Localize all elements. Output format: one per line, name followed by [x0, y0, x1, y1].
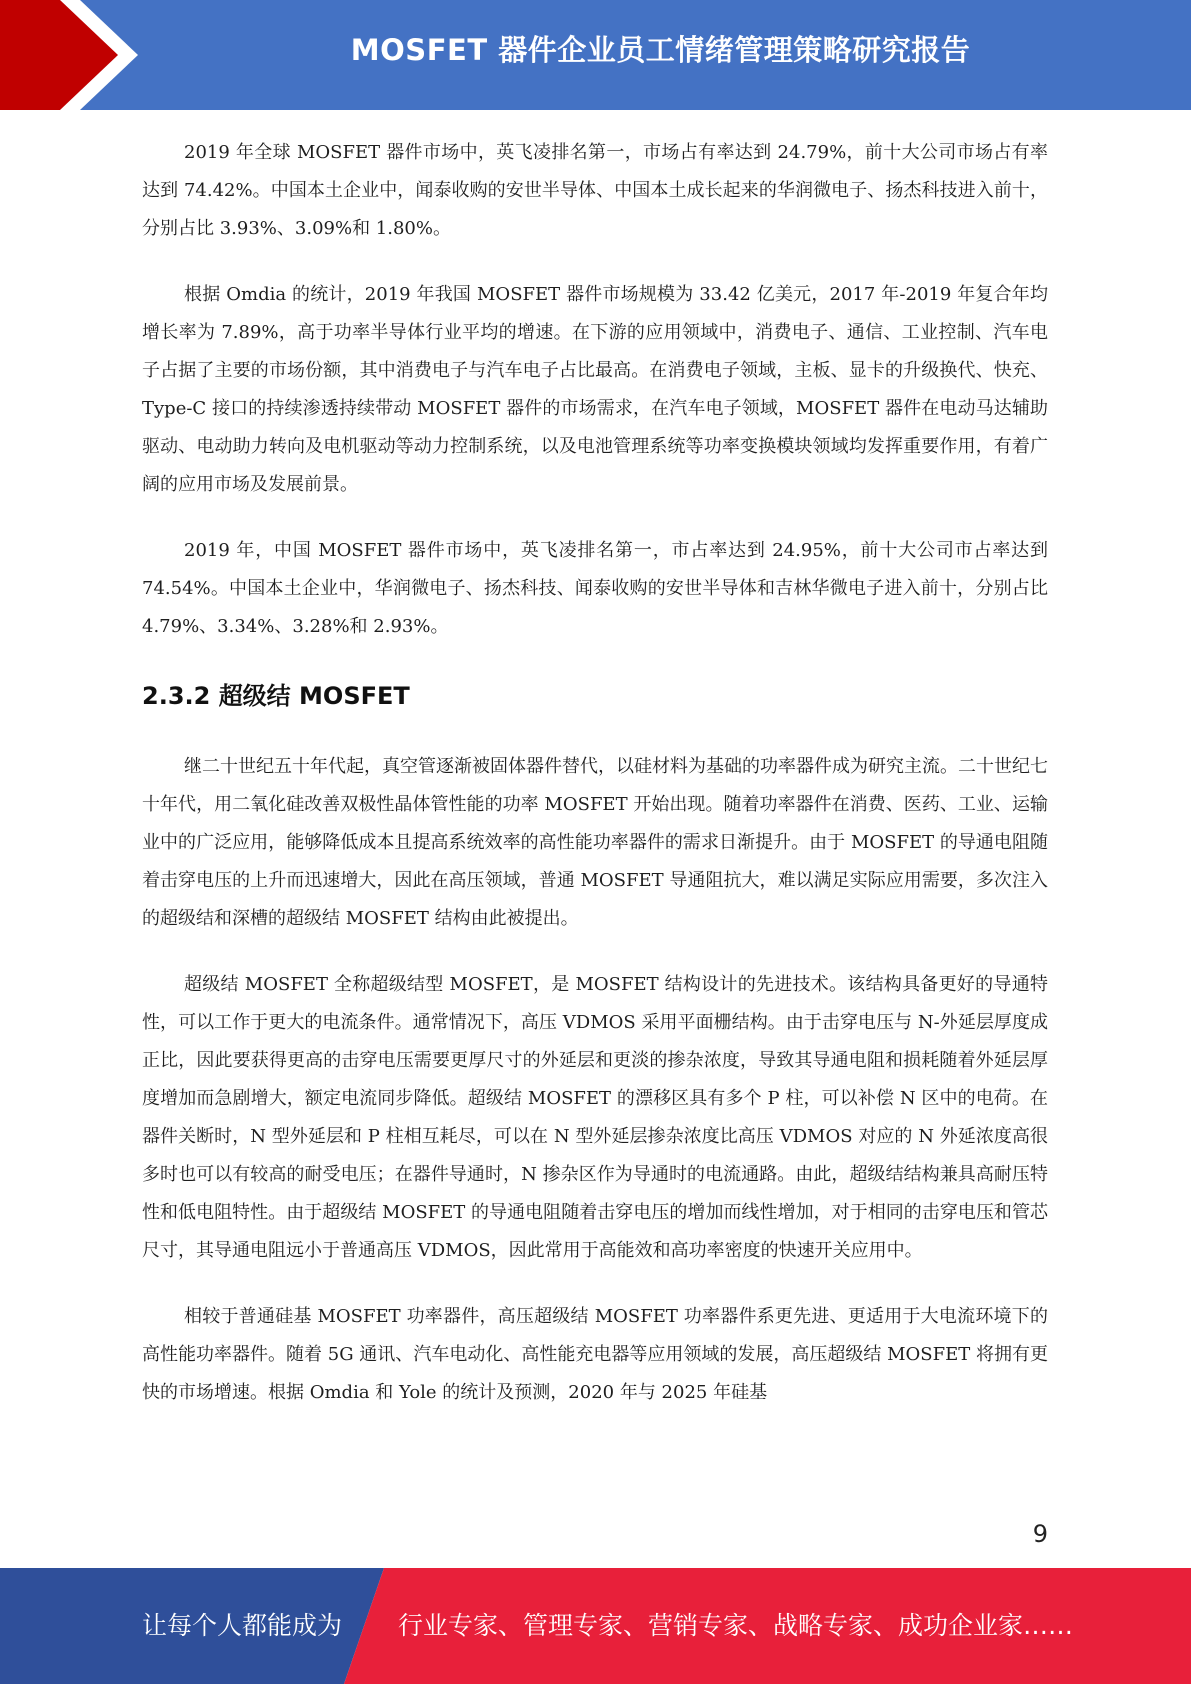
- paragraph-market-outlook: 相较于普通硅基 MOSFET 功率器件，高压超级结 MOSFET 功率器件系更先进、更适用于大电流环境下的高性能功率器件。随着 5G 通讯、汽车电动化、高性能充电器等应用领域的发展，高压超级结 MOSFET 将拥有更快的市场增速。根据 Omdia 和 Yole 的统计及预测，2020 年与 2025 年硅基: [142, 1306, 1048, 1403]
- footer-slogan-left: 让每个人都能成为: [142, 1611, 343, 1640]
- paragraph-china-market-size: 根据 Omdia 的统计，2019 年我国 MOSFET 器件市场规模为 33.42 亿美元，2017 年-2019 年复合年均增长率为 7.89%，高于功率半导体行业平均的增速。在下游的应用领域中，消费电子、通信、工业控制、汽车电子占据了主要的市场份额，其中消费电子与汽车电子占比最高。在消费电子领域，主板、显卡的升级换代、快充、Type-C 接口的持续渗透持续带动 MOSFET 器件的市场需求，在汽车电子领域，MOSFET 器件在电动马达辅助驱动、电动助力转向及电机驱动等动力控制系统，以及电池管理系统等功率变换模块领域均发挥重要作用，有着广阔的应用市场及发展前景。: [142, 284, 1048, 495]
- paragraph-superjunction-tech: 超级结 MOSFET 全称超级结型 MOSFET，是 MOSFET 结构设计的先进技术。该结构具备更好的导通特性，可以工作于更大的电流条件。通常情况下，高压 VDMOS 采用平面栅结构。由于击穿电压与 N-外延层厚度成正比，因此要获得更高的击穿电压需要更厚尺寸的外延层和更淡的掺杂浓度，导致其导通电阻和损耗随着外延层厚度增加而急剧增大，额定电流同步降低。超级结 MOSFET 的漂移区具有多个 P 柱，可以补偿 N 区中的电荷。在器件关断时，N 型外延层和 P 柱相互耗尽，可以在 N 型外延层掺杂浓度比高压 VDMOS 对应的 N 外延浓度高很多时也可以有较高的耐受电压；在器件导通时，N 掺杂区作为导通时的电流通路。由此，超级结结构兼具高耐压特性和低电阻特性。由于超级结 MOSFET 的导通电阻随着击穿电压的增加而线性增加，对于相同的击穿电压和管芯尺寸，其导通电阻远小于普通高压 VDMOS，因此常用于高能效和高功率密度的快速开关应用中。: [142, 974, 1048, 1261]
- paragraph-china-market-share: 2019 年，中国 MOSFET 器件市场中，英飞凌排名第一，市占率达到 24.95%，前十大公司市占率达到 74.54%。中国本土企业中，华润微电子、扬杰科技、闻泰收购的安世半导体和吉林华微电子进入前十，分别占比 4.79%、3.34%、3.28%和 2.93%。: [142, 540, 1048, 637]
- report-title: MOSFET 器件企业员工情绪管理策略研究报告: [350, 33, 971, 67]
- page-number: 9: [1032, 1520, 1048, 1548]
- footer-slogan-right: 行业专家、管理专家、营销专家、战略专家、成功企业家……: [398, 1611, 1074, 1640]
- page-header: [0, 0, 1191, 110]
- page-footer: [0, 1568, 1191, 1684]
- document-body: [142, 134, 1048, 1412]
- paragraph-history: 继二十世纪五十年代起，真空管逐渐被固体器件替代，以硅材料为基础的功率器件成为研究主流。二十世纪七十年代，用二氧化硅改善双极性晶体管性能的功率 MOSFET 开始出现。随着功率器件在消费、医药、工业、运输业中的广泛应用，能够降低成本且提高系统效率的高性能功率器件的需求日渐提升。由于 MOSFET 的导通电阻随着击穿电压的上升而迅速增大，因此在高压领域，普通 MOSFET 导通阻抗大，难以满足实际应用需要，多次注入的超级结和深槽的超级结 MOSFET 结构由此被提出。: [142, 756, 1048, 929]
- paragraph-global-market: 2019 年全球 MOSFET 器件市场中，英飞凌排名第一，市场占有率达到 24.79%，前十大公司市场占有率达到 74.42%。中国本土企业中，闻泰收购的安世半导体、中国本土成长起来的华润微电子、扬杰科技进入前十，分别占比 3.93%、3.09%和 1.80%。: [142, 142, 1048, 239]
- section-heading: 2.3.2 超级结 MOSFET: [142, 682, 410, 710]
